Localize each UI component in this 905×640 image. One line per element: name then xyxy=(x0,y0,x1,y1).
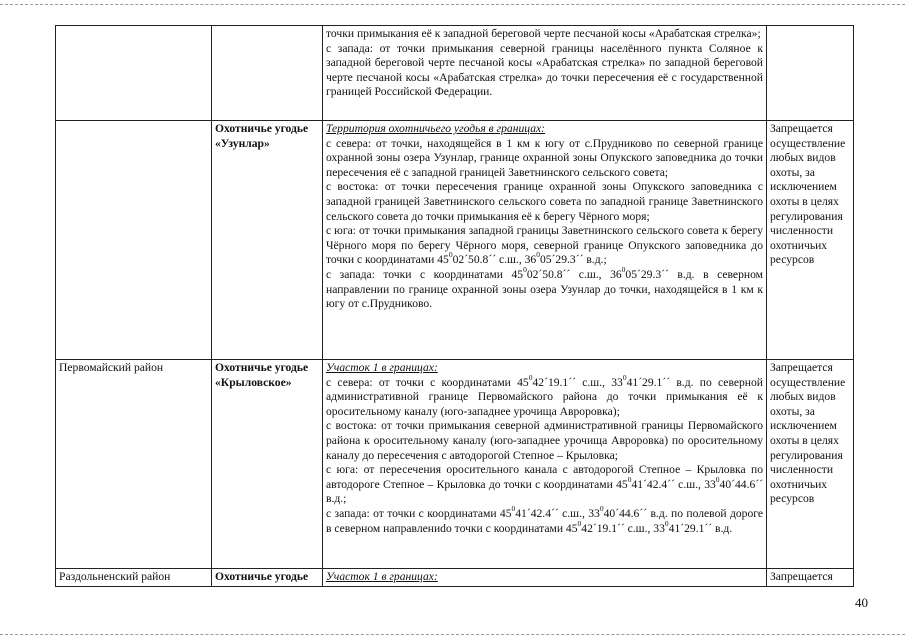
boundary-description-cell xyxy=(323,121,767,360)
district-cell: Раздольненский район xyxy=(56,569,212,587)
boundary-line: с запада: от точки примыкания северной границы населённого пункта Соляное к западной береговой черте песчаной косы «Арабатская стрелка» по западной береговой черте песчаной косы «Арабатская стрелка» до точки пересечения её с государственной границей Российской Федерации. xyxy=(326,41,763,99)
restriction-cell xyxy=(767,26,854,121)
restriction-cell: Запрещается осуществление любых видов охоты, за исключением охоты в целях регулирования численности охотничьих ресурсов xyxy=(767,121,854,360)
boundary-description-cell xyxy=(323,360,767,569)
hunting-ground-cell: Охотничье угодье «Узунлар» xyxy=(212,121,323,360)
boundary-line: с севера: от точки с координатами $45^042´19.1´´$ с.ш., $33^041´29.1´´$ в.д. по северной административной границе Первомайского района до точки примыкания её к оросительному каналу (юго-западнее урочища Авроровка); xyxy=(326,372,764,418)
table-row xyxy=(56,360,854,569)
hunting-grounds-table xyxy=(55,25,854,587)
table-row xyxy=(56,26,854,121)
scan-bottom-edge xyxy=(0,634,905,635)
restriction-cell: Запрещается xyxy=(767,569,854,587)
table-row xyxy=(56,121,854,360)
district-cell xyxy=(56,26,212,121)
boundary-line: с юга: от пересечения оросительного канала с автодорогой Степное – Крыловка по автодороге Степное – Крыловка до точки с координатами $45^041´42.4´´$ с.ш., $33^040´44.6´´$ в.д.; xyxy=(326,463,764,506)
boundary-line: с востока: от точки пересечения границе охранной зоны Опукского заповедника с западной границей Заветнинского сельского совета по западной границе Заветнинского сельского совета до точки примыкания её к берегу Чёрного моря; xyxy=(326,180,763,223)
boundary-line: с востока: от точки примыкания северной административной границы Первомайского района к оросительному каналу (юго-западнее урочища Авроровка) по оросительному каналу до пересечения с автодорогой Степное – Крыловка; xyxy=(326,419,763,462)
hunting-ground-cell xyxy=(212,26,323,121)
page-number: 40 xyxy=(855,595,868,610)
district-cell: Первомайский район xyxy=(56,360,212,569)
boundary-line: с севера: от точки, находящейся в 1 км к югу от с.Прудниково по северной границе охранной зоны озера Узунлар, границе охранной зоны Опукского заповедника до точки пересечения её с западной границей Заветнинского сельского совета; xyxy=(326,136,763,179)
scan-top-edge xyxy=(0,4,905,5)
boundary-line: с юга: от точки примыкания западной границы Заветнинского сельского совета к берегу Чёрного моря по берегу Чёрного моря, северной границе Опукского заповедника до точки с координатами $45^002´50.8´´$ с.ш., $36^005´29.3´´$ в.д.; xyxy=(326,224,763,267)
district-cell xyxy=(56,121,212,360)
hunting-ground-cell: Охотничье угодье xyxy=(212,569,323,587)
section-heading: Участок 1 в границах: xyxy=(326,361,438,374)
section-heading: Территория охотничьего угодья в границах: xyxy=(326,122,546,135)
section-heading: Участок 1 в границах: xyxy=(326,570,438,583)
restriction-cell: Запрещается осуществление любых видов охоты, за исключением охоты в целях регулирования численности охотничьих ресурсов xyxy=(767,360,854,569)
boundary-line: с запада: от точки с координатами $45^041´42.4´´$ с.ш., $33^040´44.6´´$ в.д. по полевой дороге в северном направлениdо точки с координатами $45^042´19.1´´$ с.ш., $33^041´29.1´´$ в.д. xyxy=(326,504,763,535)
hunting-ground-cell: Охотничье угодье «Крыловское» xyxy=(212,360,323,569)
boundary-description-cell xyxy=(323,26,767,121)
boundary-line: с запада: точки с координатами $45^002´50.8´´$ с.ш., $36^005´29.3´´$ в.д. в северном направлении по границе охранной зоны озера Узунлар до точки, находящейся в 1 км к югу от с.Прудниково. xyxy=(326,265,763,311)
boundary-description-cell xyxy=(323,569,767,587)
boundary-line: точки примыкания её к западной береговой черте песчаной косы «Арабатская стрелка»; xyxy=(326,27,761,40)
table-row xyxy=(56,569,854,587)
